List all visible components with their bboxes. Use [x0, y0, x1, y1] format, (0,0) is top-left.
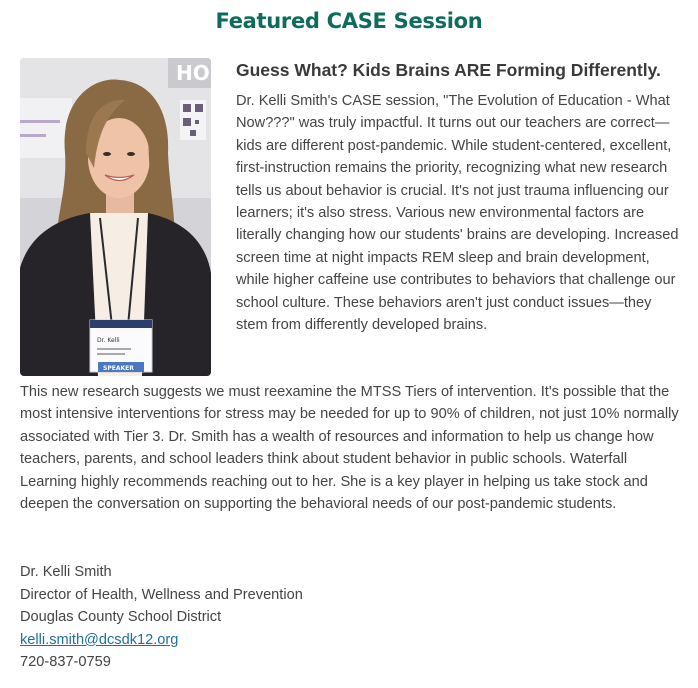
contact-title: Director of Health, Wellness and Prevention	[20, 586, 303, 603]
badge-speaker-ribbon: SPEAKER	[103, 365, 134, 372]
badge-name: Dr. Kelli	[97, 337, 120, 344]
contact-phone: 720-837-0759	[20, 654, 111, 671]
contact-block	[20, 561, 420, 674]
contact-email-link[interactable]: kelli.smith@dcsdk12.org	[20, 631, 179, 648]
contact-name: Dr. Kelli Smith	[20, 564, 112, 580]
speaker-photo	[20, 58, 211, 376]
article-headline: Guess What? Kids Brains ARE Forming Differently.	[236, 60, 661, 80]
article-intro-paragraph: Dr. Kelli Smith's CASE session, "The Evolution of Education - What Now???" was truly impactful. It turns out our teachers are correct—kids are different post-pandemic. While student-centered, excellent, first-instruction remains the priority, recognizing what new research tells us about behavior is crucial. It's not just trauma influencing our learners; it's also stress. Various new environmental factors are literally changing how our students' brains are developing. Increased screen time at night impacts REM sleep and brain development, while higher caffeine use contributes to behaviors that challenge our school culture. These behaviors aren't just conduct issues—they stem from differently developed brains.	[236, 93, 679, 334]
article-body-paragraph: This new research suggests we must reexamine the MTSS Tiers of intervention. It's possible that the most intensive interventions for stress may be needed for up to 90% of children, not just 10% normally associated with Tier 3. Dr. Smith has a wealth of resources and information to help us change how teachers, parents, and school leaders think about student behavior in public schools. Waterfall Learning highly recommends reaching out to her. She is a key player in helping us take stock and deepen the conversation on supporting the behavioral needs of our post-pandemic students.	[20, 384, 679, 513]
contact-organization: Douglas County School District	[20, 609, 222, 626]
background-sign-text: HO	[176, 61, 210, 85]
section-title: Featured CASE Session	[215, 9, 483, 33]
